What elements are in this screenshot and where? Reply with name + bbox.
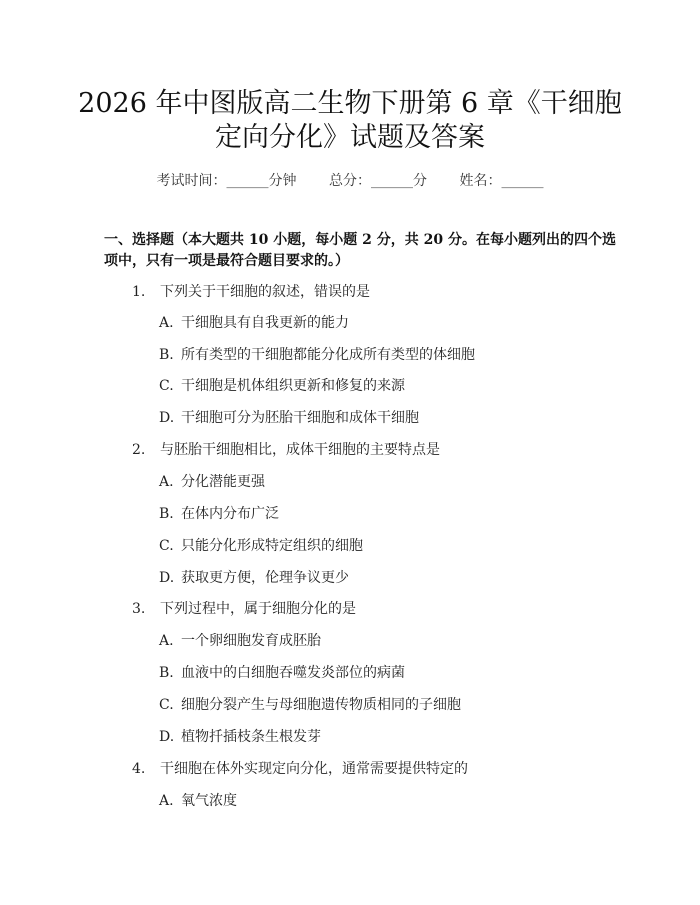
question-number: 1.: [132, 284, 146, 300]
question-1: [132, 282, 370, 302]
option-text: 一个卵细胞发育成胚胎: [181, 633, 321, 649]
question-1-option-d: [159, 408, 419, 428]
option-letter: A.: [159, 633, 174, 649]
document-title-line-2: 定向分化》试题及答案: [215, 122, 485, 153]
question-text: 与胚胎干细胞相比，成体干细胞的主要特点是: [160, 442, 440, 458]
option-letter: B.: [159, 506, 174, 522]
option-letter: B.: [159, 665, 174, 681]
option-letter: B.: [159, 347, 174, 363]
question-2-option-b: [159, 504, 279, 524]
question-1-option-c: [159, 376, 405, 396]
option-text: 只能分化形成特定组织的细胞: [181, 538, 363, 554]
option-letter: A.: [159, 474, 174, 490]
option-text: 血液中的白细胞吞噬发炎部位的病菌: [181, 665, 405, 681]
question-2: [132, 440, 440, 460]
question-text: 下列过程中，属于细胞分化的是: [160, 601, 356, 617]
exam-total-score: 总分：______分: [329, 173, 427, 189]
question-4: [132, 759, 468, 779]
option-letter: D.: [159, 729, 175, 745]
option-letter: D.: [159, 410, 175, 426]
option-text: 获取更方便，伦理争议更少: [181, 570, 349, 586]
question-3-option-a: [159, 631, 321, 651]
exam-meta: [0, 170, 700, 190]
option-text: 分化潜能更强: [181, 474, 265, 490]
exam-name-field: 姓名：______: [459, 173, 544, 189]
option-text: 植物扦插枝条生根发芽: [181, 729, 321, 745]
exam-time: 考试时间：______分钟: [156, 173, 297, 189]
option-text: 干细胞具有自我更新的能力: [181, 315, 349, 331]
question-3-option-c: [159, 695, 461, 715]
question-text: 下列关于干细胞的叙述，错误的是: [160, 284, 370, 300]
question-2-option-a: [159, 472, 265, 492]
option-text: 干细胞是机体组织更新和修复的来源: [181, 378, 405, 394]
question-1-option-b: [159, 345, 475, 365]
question-4-option-a: [159, 791, 237, 811]
option-letter: A.: [159, 793, 174, 809]
question-number: 4.: [132, 761, 146, 777]
question-3-option-d: [159, 727, 321, 747]
question-2-option-d: [159, 568, 349, 588]
question-text: 干细胞在体外实现定向分化，通常需要提供特定的: [160, 761, 468, 777]
option-letter: C.: [159, 538, 174, 554]
question-number: 2.: [132, 442, 146, 458]
option-letter: D.: [159, 570, 175, 586]
option-letter: C.: [159, 378, 174, 394]
question-number: 3.: [132, 601, 146, 617]
question-3: [132, 599, 356, 619]
option-letter: C.: [159, 697, 174, 713]
option-text: 细胞分裂产生与母细胞遗传物质相同的子细胞: [181, 697, 461, 713]
option-text: 在体内分布广泛: [181, 506, 279, 522]
question-2-option-c: [159, 536, 363, 556]
option-text: 氧气浓度: [181, 793, 237, 809]
section-heading-line-1: 一、选择题（本大题共 10 小题，每小题 2 分，共 20 分。在每小题列出的四个选: [104, 232, 616, 248]
option-text: 所有类型的干细胞都能分化成所有类型的体细胞: [181, 347, 475, 363]
section-heading-line-2: 项中，只有一项是最符合题目要求的。）: [104, 253, 349, 269]
option-text: 干细胞可分为胚胎干细胞和成体干细胞: [181, 410, 419, 426]
option-letter: A.: [159, 315, 174, 331]
question-3-option-b: [159, 663, 405, 683]
question-1-option-a: [159, 313, 349, 333]
document-title-line-1: 2026 年中图版高二生物下册第 6 章《干细胞: [78, 88, 622, 119]
